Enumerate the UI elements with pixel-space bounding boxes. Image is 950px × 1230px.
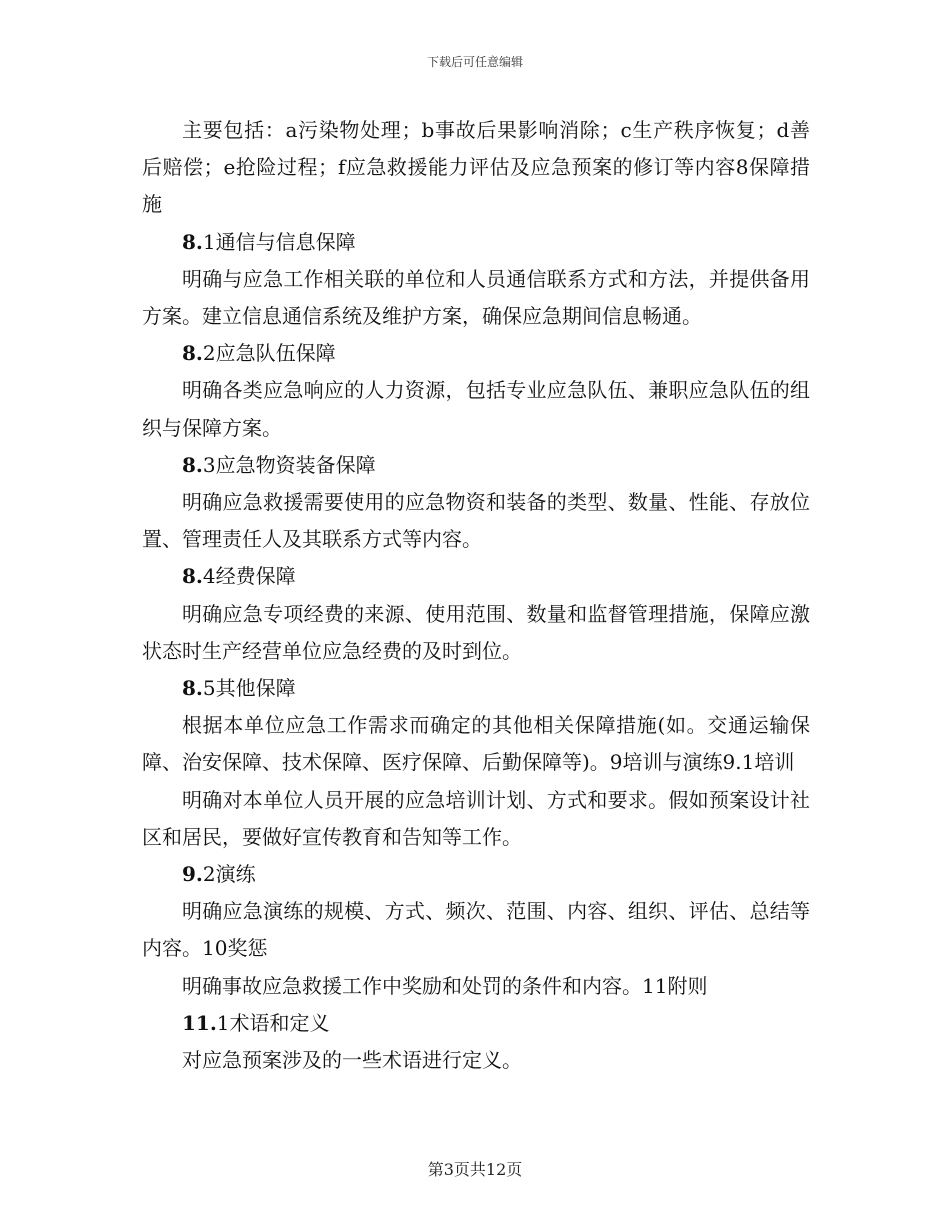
section-title: 2演练 <box>202 862 256 887</box>
section-heading <box>142 224 810 261</box>
section-heading <box>142 558 810 595</box>
section-title: 3应急物资装备保障 <box>202 452 376 477</box>
section-title: 1术语和定义 <box>216 1010 330 1035</box>
section-title: 5其他保障 <box>202 676 296 701</box>
section-heading <box>142 1005 810 1042</box>
paragraph: 对应急预案涉及的一些术语进行定义。 <box>182 1048 522 1073</box>
section-title: 2应急队伍保障 <box>202 341 336 366</box>
paragraph: 明确与应急工作相关联的单位和人员通信联系方式和方法，并提供备用方案。建立信息通信系统及维护方案，确保应急期间信息畅通。 <box>142 266 810 329</box>
paragraph: 明确对本单位人员开展的应急培训计划、方式和要求。假如预案设计社区和居民，要做好宣传教育和告知等工作。 <box>142 787 810 849</box>
paragraph: 根据本单位应急工作需求而确定的其他相关保障措施(如。交通运输保障、治安保障、技术保障、医疗保障、后勤保障等)。9培训与演练9.1培训 <box>142 713 810 775</box>
section-heading <box>142 447 810 484</box>
page-header: 下载后可任意编辑 <box>426 55 523 69</box>
section-number: 8. <box>182 229 203 254</box>
section-number: 8. <box>182 676 203 701</box>
section-title: 4经费保障 <box>202 564 296 589</box>
section-heading <box>142 670 810 707</box>
paragraph: 明确事故应急救援工作中奖励和处罚的条件和内容。11附则 <box>182 973 708 998</box>
paragraph: 主要包括：a污染物处理；b事故后果影响消除；c生产秩序恢复；d善后赔偿；e抢险过程；f应急救援能力评估及应急预案的修订等内容8保障措施 <box>142 118 810 217</box>
paragraph: 明确应急救援需要使用的应急物资和装备的类型、数量、性能、存放位置、管理责任人及其联系方式等内容。 <box>142 490 810 552</box>
document-body <box>142 112 810 1079</box>
paragraph: 明确应急专项经费的来源、使用范围、数量和监督管理措施，保障应激状态时生产经营单位应急经费的及时到位。 <box>142 601 810 663</box>
section-number: 9. <box>182 862 203 887</box>
section-heading <box>142 335 810 372</box>
section-heading <box>142 856 810 893</box>
section-number: 11. <box>182 1010 217 1035</box>
section-title: 1通信与信息保障 <box>202 229 356 254</box>
section-number: 8. <box>182 341 203 366</box>
paragraph: 明确各类应急响应的人力资源，包括专业应急队伍、兼职应急队伍的组织与保障方案。 <box>142 378 810 440</box>
section-number: 8. <box>182 564 203 589</box>
page-footer: 第3页共12页 <box>427 1160 523 1179</box>
section-number: 8. <box>182 452 203 477</box>
paragraph: 明确应急演练的规模、方式、频次、范围、内容、组织、评估、总结等内容。10奖惩 <box>142 899 810 961</box>
